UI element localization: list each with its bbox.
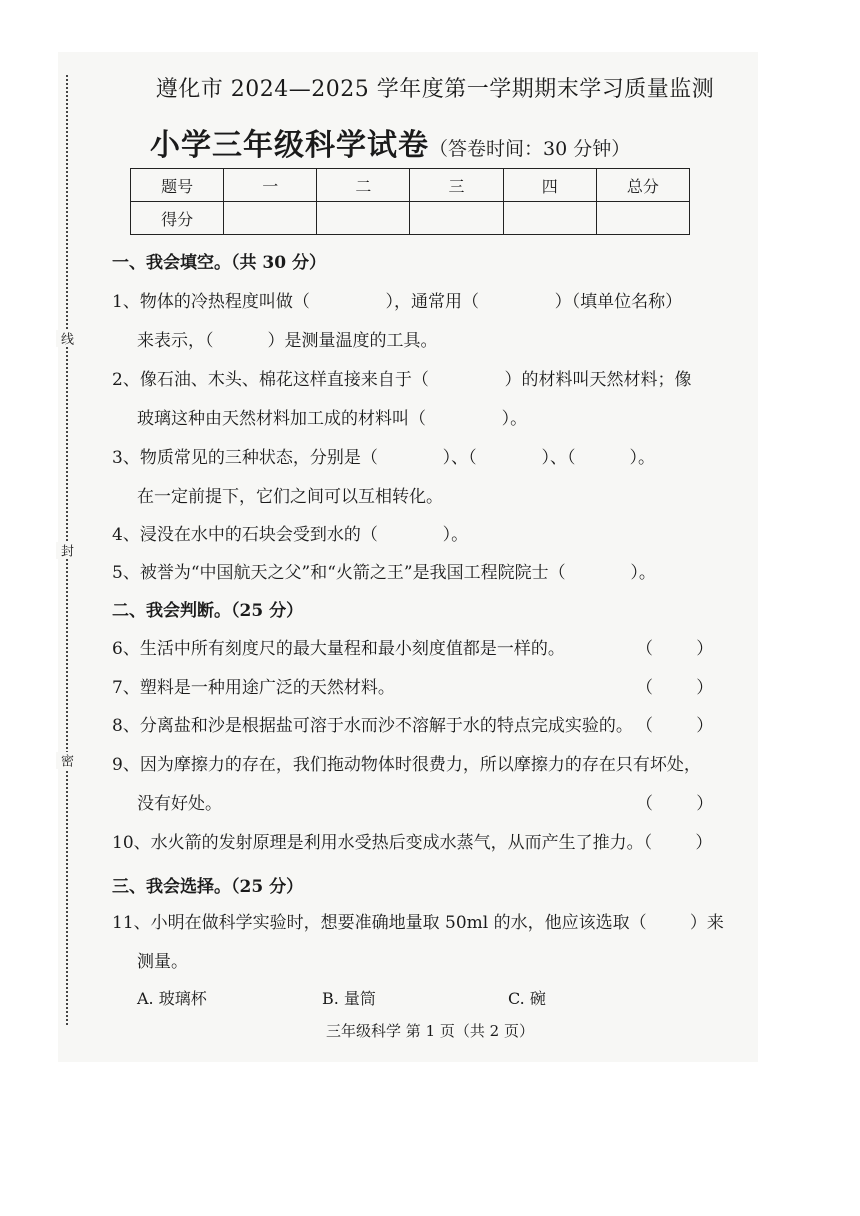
score-table [130, 168, 690, 235]
question-9-line2: 没有好处。 [137, 794, 222, 814]
binding-char-seal: 封 [58, 544, 73, 557]
score-table-cell: 得分 [131, 202, 224, 235]
exam-header: 遵化市 2024—2025 学年度第一学期期末学习质量监测 [155, 77, 715, 102]
question-5: 5、被誉为“中国航天之父”和“火箭之王”是我国工程院院士（ ）。 [112, 563, 656, 583]
answer-paren-7: （ ） [636, 678, 714, 698]
binding-char-line: 线 [58, 332, 73, 345]
exam-title-text: 小学三年级科学试卷 [150, 128, 429, 163]
section-heading-choice: 三、我会选择。（25 分） [112, 877, 304, 897]
score-table-cell: 一 [224, 169, 317, 202]
question-11-line2: 测量。 [137, 952, 188, 972]
question-1-line2: 来表示，（ ）是测量温度的工具。 [137, 331, 438, 351]
section-heading-fill: 一、我会填空。（共 30 分） [112, 253, 326, 273]
question-10: 10、水火箭的发射原理是利用水受热后变成水蒸气，从而产生了推力。（ ） [112, 833, 713, 853]
score-table-cell: 总分 [596, 169, 689, 202]
score-input-cell[interactable] [503, 202, 596, 235]
question-2-line2: 玻璃这种由天然材料加工成的材料叫（ ）。 [137, 409, 528, 429]
answer-paren-8: （ ） [636, 716, 714, 736]
score-input-cell[interactable] [596, 202, 689, 235]
question-3-line1: 3、物质常见的三种状态，分别是（ ）、（ ）、（ ）。 [112, 448, 656, 468]
score-table-cell: 四 [503, 169, 596, 202]
page-footer: 三年级科学 第 1 页（共 2 页） [326, 1022, 534, 1040]
answer-paren-9: （ ） [636, 794, 714, 814]
answer-paren-6: （ ） [636, 639, 714, 659]
option-b: B. 量筒 [322, 989, 376, 1008]
question-9-line1: 9、因为摩擦力的存在，我们拖动物体时很费力，所以摩擦力的存在只有坏处， [112, 755, 701, 775]
option-a: A. 玻璃杯 [137, 989, 207, 1008]
exam-title [150, 120, 750, 164]
question-1-line1: 1、物体的冷热程度叫做（ ），通常用（ ）（填单位名称） [112, 292, 683, 312]
question-7: 7、塑料是一种用途广泛的天然材料。 [112, 678, 395, 698]
score-table-cell: 二 [317, 169, 410, 202]
option-c: C. 碗 [508, 989, 546, 1008]
score-input-cell[interactable] [224, 202, 317, 235]
exam-duration: （答卷时间：30 分钟） [429, 138, 631, 160]
score-input-cell[interactable] [317, 202, 410, 235]
score-table-cell: 题号 [131, 169, 224, 202]
score-table-cell: 三 [410, 169, 503, 202]
question-8: 8、分离盐和沙是根据盐可溶于水而沙不溶解于水的特点完成实验的。 [112, 716, 633, 736]
section-heading-judge: 二、我会判断。（25 分） [112, 601, 304, 621]
score-table-header-row [131, 169, 690, 202]
question-4: 4、浸没在水中的石块会受到水的（ ）。 [112, 525, 469, 545]
question-2-line1: 2、像石油、木头、棉花这样直接来自于（ ）的材料叫天然材料；像 [112, 370, 692, 390]
question-6: 6、生活中所有刻度尺的最大量程和最小刻度值都是一样的。 [112, 639, 565, 659]
question-3-line2: 在一定前提下，它们之间可以互相转化。 [137, 487, 443, 507]
binding-char-secret: 密 [58, 754, 73, 767]
score-input-cell[interactable] [410, 202, 503, 235]
score-table-score-row [131, 202, 690, 235]
question-11-line1: 11、小明在做科学实验时，想要准确地量取 50ml 的水，他应该选取（ ）来 [112, 913, 724, 933]
